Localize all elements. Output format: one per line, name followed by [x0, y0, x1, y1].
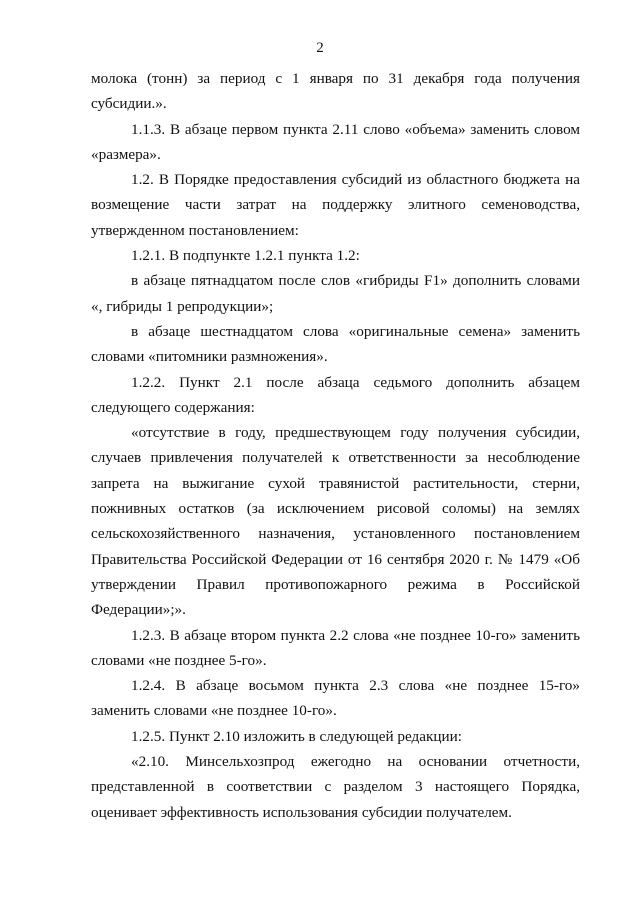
paragraph-1-2-1-abzac-16: в абзаце шестнадцатом слова «оригинальные семена» заменить словами «питомники размножения». [91, 322, 580, 366]
paragraph-1-2-5: 1.2.5. Пункт 2.10 изложить в следующей редакции: [131, 727, 462, 745]
paragraph-1-2-2: 1.2.2. Пункт 2.1 после абзаца седьмого дополнить абзацем следующего содержания: [91, 373, 580, 416]
paragraph-2-10: «2.10. Минсельхозпрод ежегодно на основании отчетности, представленной в соответствии с разделом 3 настоящего Порядка, оценивает эффективность использования субсидии получателем. [91, 753, 580, 821]
paragraph-quoted-addition: «отсутствие в году, предшествующем году получения субсидии, случаев привлечения получателей к ответственности за несоблюдение запрета на выжигание сухой травянистой растительности, стерни, пожнивных остатков (за исключением рисовой соломы) на землях сельскохозяйственного назначения, установленного постановлением Правительства Российской Федерации от 16 сентября 2020 г. № 1479 «Об утверждении Правил противопожарного режима в Российской Федерации»;». [91, 424, 580, 619]
paragraph-1-2-1: 1.2.1. В подпункте 1.2.1 пункта 1.2: [131, 247, 360, 265]
paragraph-1-2: 1.2. В Порядке предоставления субсидий из областного бюджета на возмещение части затрат на поддержку элитного семеноводства, утвержденном постановлением: [91, 171, 580, 239]
document-body [91, 66, 580, 825]
paragraph-1-2-3: 1.2.3. В абзаце втором пункта 2.2 слова «не позднее 10-го» заменить словами «не позднее 5-го». [91, 626, 580, 669]
paragraph-1-1-3: 1.1.3. В абзаце первом пункта 2.11 слово «объема» заменить словом «размера». [91, 120, 580, 163]
paragraph-continuation: молока (тонн) за период с 1 января по 31 декабря года получения субсидии.». [91, 70, 580, 113]
paragraph-1-2-4: 1.2.4. В абзаце восьмом пункта 2.3 слова «не позднее 15-го» заменить словами «не позднее 10-го». [91, 677, 580, 720]
page-number: 2 [316, 40, 324, 56]
paragraph-1-2-1-abzac-15: в абзаце пятнадцатом после слов «гибриды F1» дополнить словами «, гибриды 1 репродукции»; [91, 272, 580, 315]
